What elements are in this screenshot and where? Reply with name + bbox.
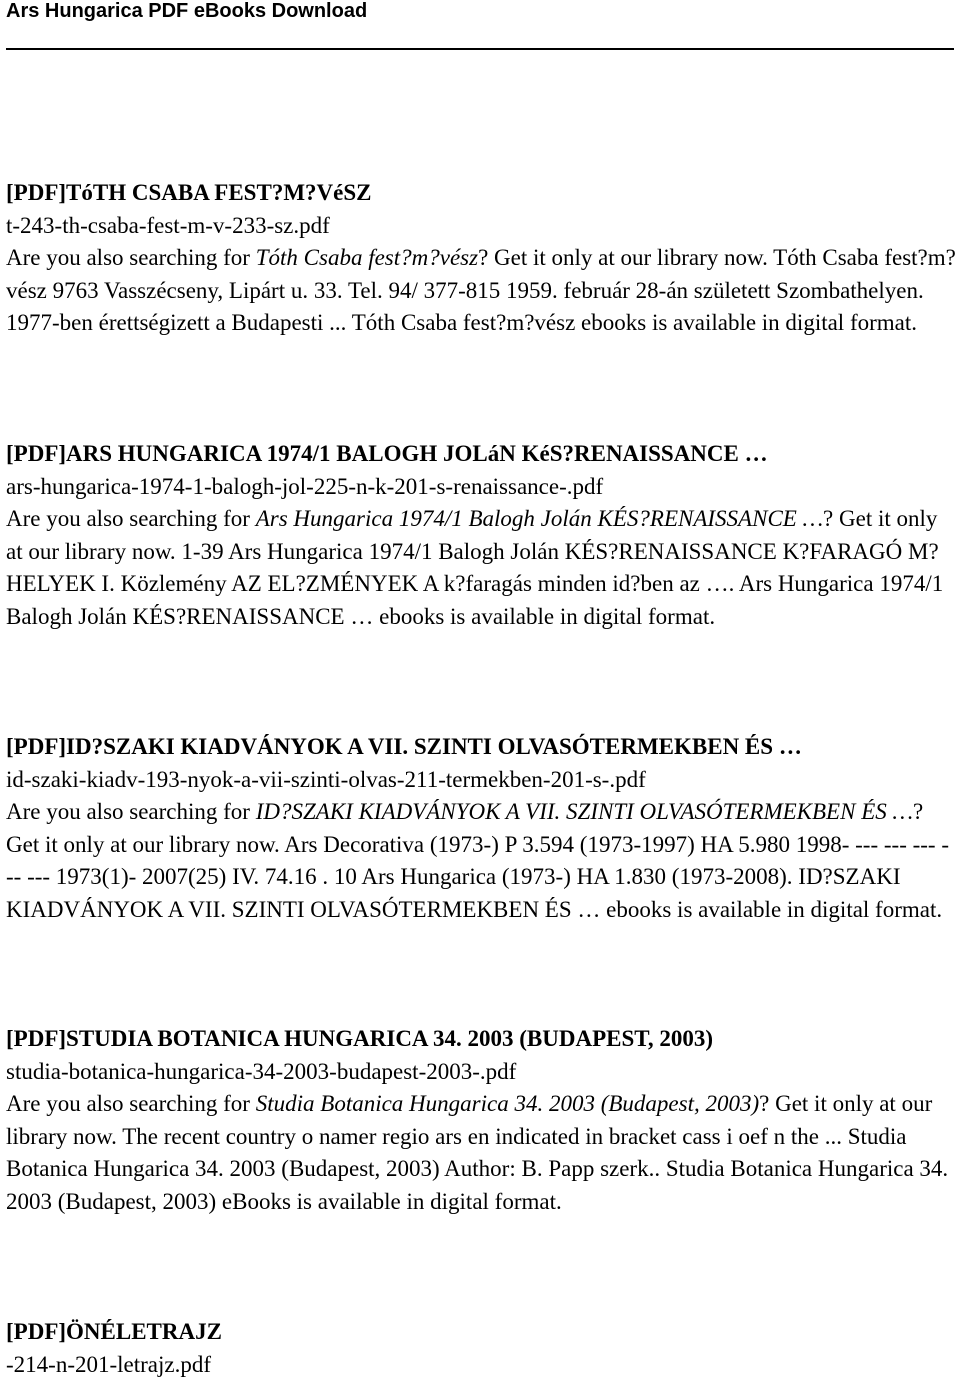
entry-title-link[interactable]: [PDF]TóTH CSABA FEST?M?VéSZ xyxy=(6,180,372,205)
title-divider xyxy=(6,48,954,50)
entry-text: ? Get it only at our library now. Tóth Csaba fest?m?vész 9763 Vasszécseny, Lipárt u. 33. Tel. 94/ 377-815 1959. február 28-án született Szombathelyen. 1977-ben érettségizett a Budapesti ... Tóth Csaba fest?m?vész ebooks is available in digital format. xyxy=(6,245,956,336)
entry-description xyxy=(6,1088,956,1218)
entry-lead: Are you also searching for xyxy=(6,506,256,532)
entry-filename: id-szaki-kiadv-193-nyok-a-vii-szinti-olvas-211-termekben-201-s-.pdf xyxy=(6,766,646,792)
result-entry xyxy=(6,177,956,340)
entry-query: Ars Hungarica 1974/1 Balogh Jolán KÉS?RENAISSANCE … xyxy=(255,506,824,532)
entry-title-link[interactable]: [PDF]ARS HUNGARICA 1974/1 BALOGH JOLáN KéS?RENAISSANCE … xyxy=(6,441,768,466)
entry-query: ID?SZAKI KIADVÁNYOK A VII. SZINTI OLVASÓTERMEKBEN ÉS … xyxy=(255,799,913,825)
result-entry xyxy=(6,1023,956,1219)
result-entry xyxy=(6,438,956,634)
entry-filename: -214-n-201-letrajz.pdf xyxy=(6,1351,212,1377)
entry-lead: Are you also searching for xyxy=(6,245,256,271)
entry-description xyxy=(6,503,956,633)
entry-description xyxy=(6,796,956,926)
entry-lead: Are you also searching for xyxy=(6,1091,256,1117)
entry-title-link[interactable]: [PDF]ÖNÉLETRAJZ xyxy=(6,1319,222,1344)
site-title: Ars Hungarica PDF eBooks Download xyxy=(6,0,368,22)
entry-filename: studia-botanica-hungarica-34-2003-budapest-2003-.pdf xyxy=(6,1058,517,1084)
entry-text: ? Get it only at our library now. 1-39 Ars Hungarica 1974/1 Balogh Jolán KÉS?RENAISSANCE K?FARAGÓ M?HELYEK I. Közlemény AZ EL?ZMÉNYEK A k?faragás minden id?ben az …. Ars Hungarica 1974/1 Balogh Jolán KÉS?RENAISSANCE … ebooks is available in digital format. xyxy=(6,506,944,629)
entry-text: ? Get it only at our library now. Ars Decorativa (1973-) P 3.594 (1973-1997) HA 5.980 1998- --- --- --- --- --- 1973(1)- 2007(25) IV. 74.16 . 10 Ars Hungarica (1973-) HA 1.830 (1973-2008). ID?SZAKI KIADVÁNYOK A VII. SZINTI OLVASÓTERMEKBEN ÉS … ebooks is available in digital format. xyxy=(6,799,949,922)
entry-text: ? Get it only at our library now. The recent country o namer regio ars en indicated in bracket cass i oef n the ... Studia Botanica Hungarica 34. 2003 (Budapest, 2003) Author: B. Papp szerk.. Studia Botanica Hungarica 34. 2003 (Budapest, 2003) eBooks is available in digital format. xyxy=(6,1091,949,1214)
entry-filename: ars-hungarica-1974-1-balogh-jol-225-n-k-201-s-renaissance-.pdf xyxy=(6,473,604,499)
entry-filename: t-243-th-csaba-fest-m-v-233-sz.pdf xyxy=(6,212,330,238)
result-entry xyxy=(6,1316,956,1381)
entry-description xyxy=(6,242,956,340)
entry-query: Tóth Csaba fest?m?vész xyxy=(255,245,479,271)
entry-lead: Are you also searching for xyxy=(6,799,256,825)
result-entry xyxy=(6,731,956,927)
entry-title-link[interactable]: [PDF]STUDIA BOTANICA HUNGARICA 34. 2003 (BUDAPEST, 2003) xyxy=(6,1026,714,1051)
entry-query: Studia Botanica Hungarica 34. 2003 (Budapest, 2003) xyxy=(255,1091,760,1117)
entry-title-link[interactable]: [PDF]ID?SZAKI KIADVÁNYOK A VII. SZINTI OLVASÓTERMEKBEN ÉS … xyxy=(6,734,802,759)
